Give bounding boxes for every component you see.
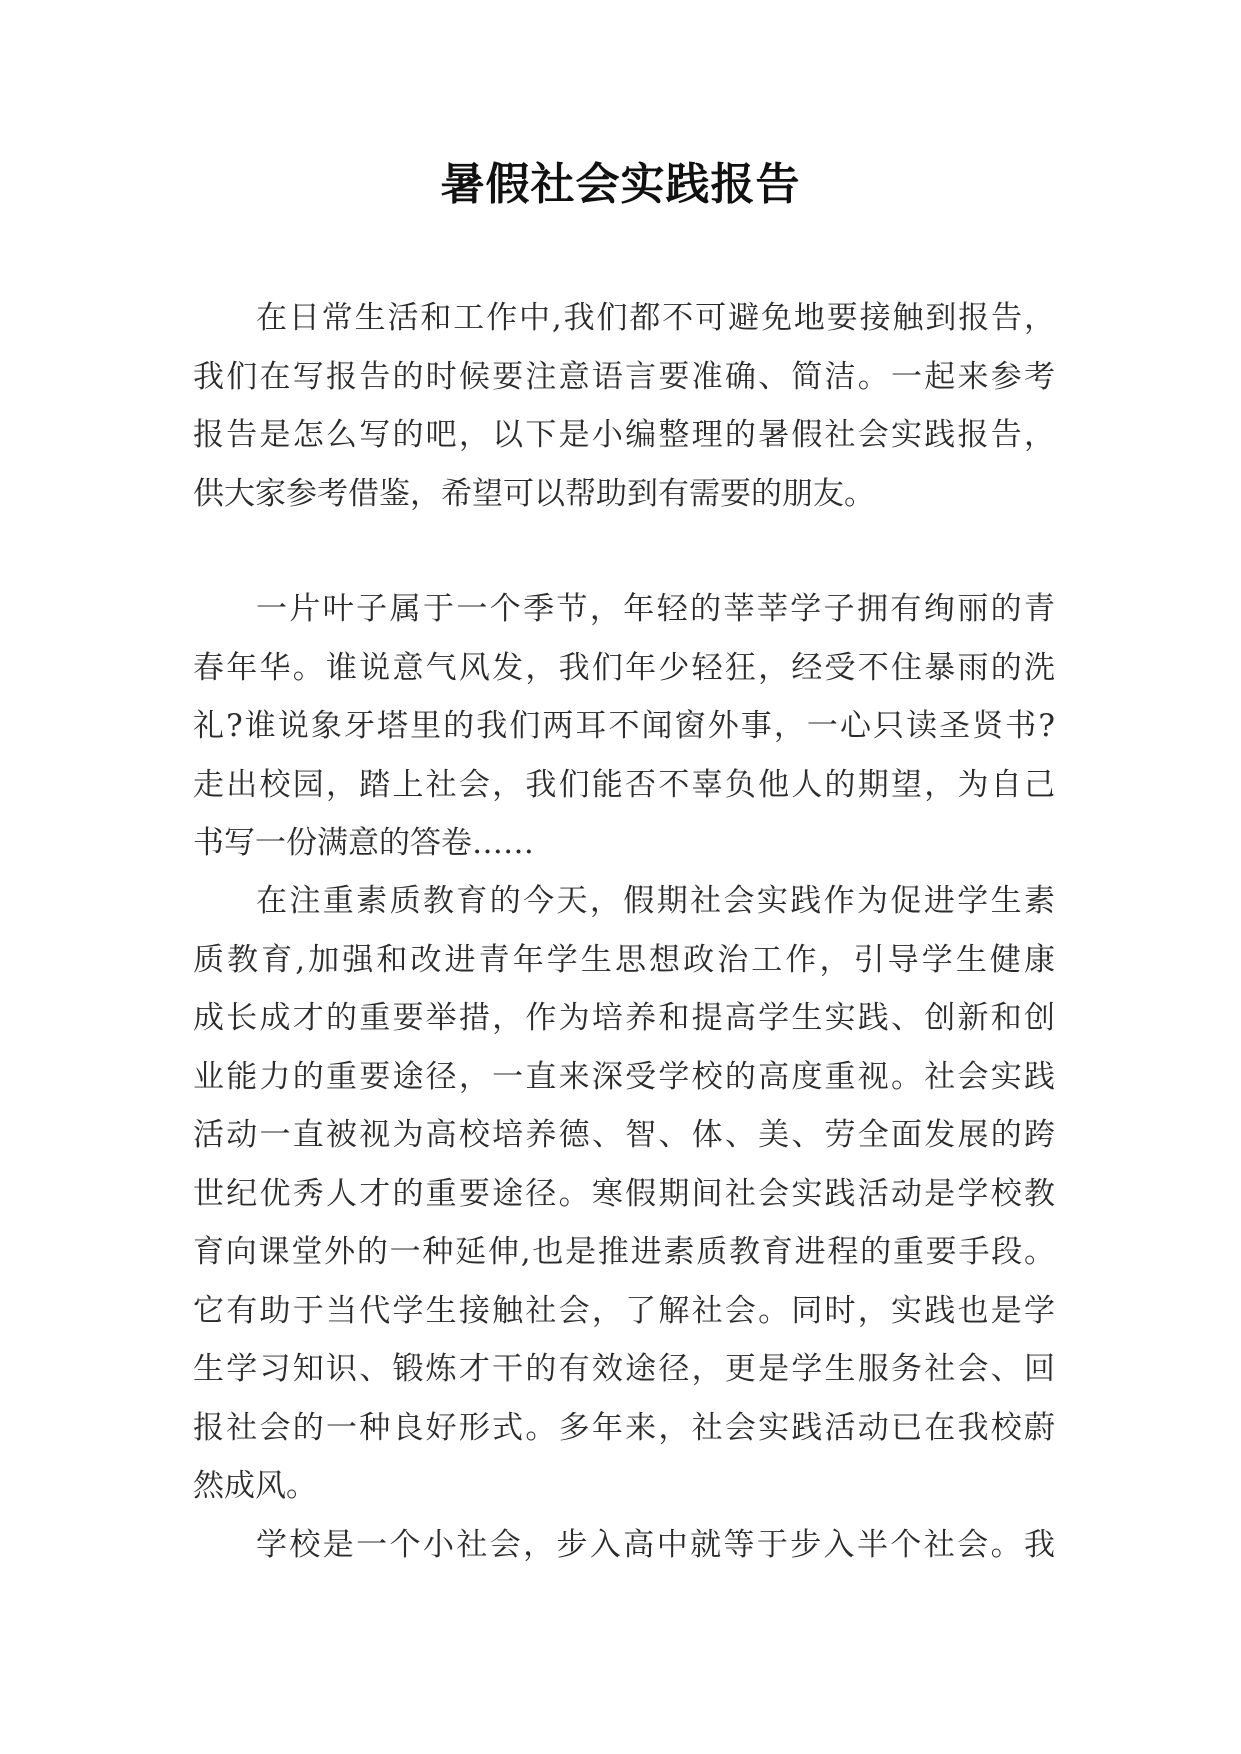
text-line: 育向课堂外的一种延伸,也是推进素质教育进程的重要手段。 (193, 1234, 1055, 1270)
text-line: 然成风。 (193, 1468, 317, 1504)
text-line: 走出校园，踏上社会，我们能否不辜负他人的期望，为自己 (193, 766, 1055, 803)
text-line: 一片叶子属于一个季节，年轻的莘莘学子拥有绚丽的青 (256, 591, 1055, 627)
text-line: 在注重素质教育的今天，假期社会实践作为促进学生素 (256, 883, 1055, 919)
text-line: 成长成才的重要举措，作为培养和提高学生实践、创新和创 (193, 1000, 1055, 1036)
text-line: 学校是一个小社会，步入高中就等于步入半个社会。我 (256, 1527, 1055, 1563)
text-line: 报告是怎么写的吧，以下是小编整理的暑假社会实践报告， (193, 417, 1055, 453)
paragraph-intro (193, 289, 1055, 523)
text-line: 世纪优秀人才的重要途径。寒假期间社会实践活动是学校教 (193, 1175, 1055, 1212)
text-line: 它有助于当代学生接触社会，了解社会。同时，实践也是学 (193, 1292, 1055, 1329)
text-line: 供大家参考借鉴，希望可以帮助到有需要的朋友。 (193, 475, 875, 512)
text-line: 生学习知识、锻炼才干的有效途径，更是学生服务社会、回 (193, 1351, 1055, 1387)
paragraph-quality-education (193, 872, 1055, 1516)
text-line: 活动一直被视为高校培养德、智、体、美、劳全面发展的跨 (193, 1117, 1055, 1153)
text-line: 报社会的一种良好形式。多年来，社会实践活动已在我校蔚 (193, 1409, 1055, 1446)
text-line: 我们在写报告的时候要注意语言要准确、简洁。一起来参考 (193, 358, 1055, 395)
text-line: 质教育,加强和改进青年学生思想政治工作，引导学生健康 (193, 941, 1055, 978)
text-line: 春年华。谁说意气风发，我们年少轻狂，经受不住暴雨的洗 (193, 649, 1055, 686)
text-line: 书写一份满意的答卷…… (193, 825, 534, 861)
text-line: 礼?谁说象牙塔里的我们两耳不闻窗外事，一心只读圣贤书? (193, 708, 1055, 744)
text-line: 在日常生活和工作中,我们都不可避免地要接触到报告， (256, 300, 1055, 336)
paragraph-school-society (193, 1516, 1055, 1575)
text-line: 业能力的重要途径，一直来深受学校的高度重视。社会实践 (193, 1058, 1055, 1095)
paragraph-leaf (193, 580, 1055, 873)
document-title: 暑假社会实践报告 (440, 159, 801, 210)
